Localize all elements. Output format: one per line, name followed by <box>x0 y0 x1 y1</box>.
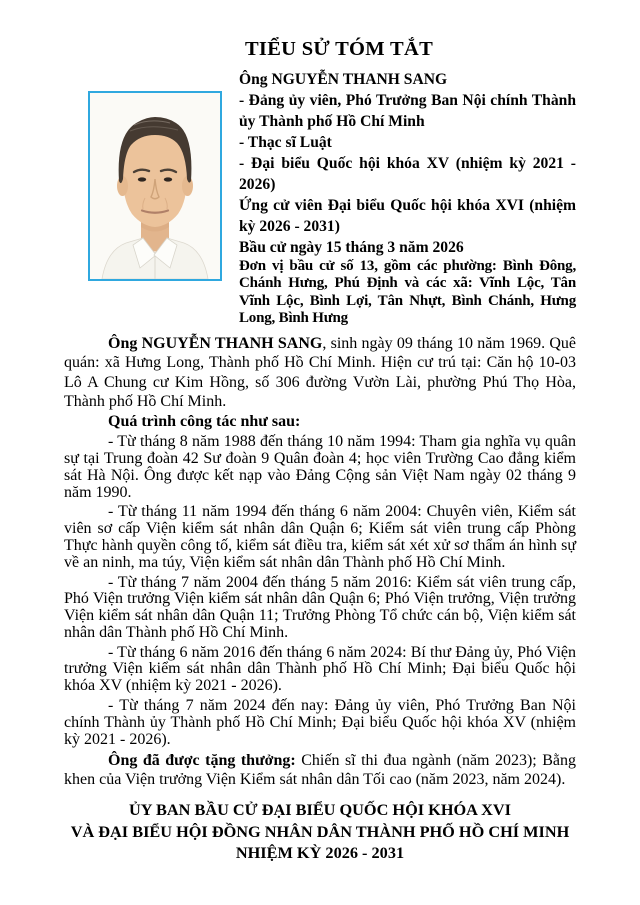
candidate-photo <box>88 91 222 281</box>
intro-name: Ông NGUYỄN THANH SANG <box>108 334 323 352</box>
career-paragraph-1: - Từ tháng 8 năm 1988 đến tháng 10 năm 1994: Tham gia nghĩa vụ quân sự tại Trung đoàn 42 Sư đoàn 9 Quân đoàn 4; học viên Trường Cao đẳng kiểm sát Hà Nội. Ông được kết nạp vào Đảng Cộng sản Việt Nam ngày 02 tháng 9 năm 1990. <box>64 433 576 501</box>
career-paragraph-5: - Từ tháng 7 năm 2024 đến nay: Đảng ủy viên, Phó Trưởng Ban Nội chính Thành ủy Thành phố Hồ Chí Minh; Đại biểu Quốc hội khóa XV (nhiệm kỳ 2021 - 2026). <box>64 697 576 748</box>
candidate-delegate-xvi: Ứng cử viên Đại biểu Quốc hội khóa XVI (nhiệm kỳ 2026 - 2031) <box>239 197 576 235</box>
header-section <box>64 69 576 328</box>
candidate-degree: - Thạc sĩ Luật <box>239 134 332 151</box>
page-title: TIỂU SỬ TÓM TẮT <box>244 38 434 60</box>
awards-paragraph <box>64 751 576 789</box>
career-paragraph-4: - Từ tháng 6 năm 2016 đến tháng 6 năm 2024: Bí thư Đảng ủy, Phó Viện trưởng Viện kiểm sát nhân dân Thành phố Hồ Chí Minh; Đại biểu Quốc hội khóa XV (nhiệm kỳ 2021 - 2026). <box>64 643 576 695</box>
footer-line-3: NHIỆM KỲ 2026 - 2031 <box>235 843 405 863</box>
candidate-summary <box>239 69 576 328</box>
election-unit: Đơn vị bầu cử số 13, gồm các phường: Bình Đông, Chánh Hưng, Phú Định và các xã: Vĩnh Lộc, Tân Vĩnh Lộc, Bình Lợi, Tân Nhựt, Bình Chánh, Hưng Long, Bình Hưng <box>239 258 576 327</box>
election-committee-footer <box>64 799 576 864</box>
portrait-photo-illustration <box>90 93 220 279</box>
career-paragraph-2: - Từ tháng 11 năm 1994 đến tháng 6 năm 2004: Chuyên viên, Kiểm sát viên sơ cấp Viện kiểm sát nhân dân Quận 6; Kiểm sát viên trung cấp Phòng Thực hành quyền công tố, kiểm sát điều tra, kiểm sát xét xử sơ thẩm án hình sự về an ninh, ma túy, Viện kiểm sát nhân dân Thành phố Hồ Chí Minh. <box>64 503 576 571</box>
awards-lead: Ông đã được tặng thưởng: <box>108 752 296 770</box>
career-paragraph-3: - Từ tháng 7 năm 2004 đến tháng 5 năm 2016: Kiểm sát viên trung cấp, Phó Viện trưởng Viện kiểm sát nhân dân Quận 6; Phó Viện trưởng, Viện trưởng Viện kiểm sát nhân dân Quận 11; Trưởng Phòng Tổ chức cán bộ, Viện kiểm sát nhân dân Thành phố Hồ Chí Minh. <box>64 573 576 641</box>
footer-line-2: VÀ ĐẠI BIỂU HỘI ĐỒNG NHÂN DÂN THÀNH PHỐ HỒ CHÍ MINH <box>70 821 570 841</box>
candidate-position: - Đảng ủy viên, Phó Trưởng Ban Nội chính Thành ủy Thành phố Hồ Chí Minh <box>239 92 576 130</box>
career-heading: Quá trình công tác như sau: <box>108 412 301 430</box>
footer-line-1: ỦY BAN BẦU CỬ ĐẠI BIỂU QUỐC HỘI KHÓA XVI <box>129 800 511 820</box>
intro-paragraph <box>64 334 576 412</box>
candidate-delegate-xv: - Đại biểu Quốc hội khóa XV (nhiệm kỳ 2021 - 2026) <box>239 155 576 193</box>
intro-details: , sinh ngày 09 tháng 10 năm 1969. Quê quán: xã Hưng Long, Thành phố Hồ Chí Minh. Hiện cư trú tại: Căn hộ 10-03 Lô A Chung cư Kim Hồng, số 306 đường Vườn Lài, phường Phú Thọ Hòa, Thành phố Hồ Chí Minh. <box>64 334 576 411</box>
awards-details: Chiến sĩ thi đua ngành (năm 2023); Bằng khen của Viện trưởng Viện Kiểm sát nhân dân Tối cao (năm 2023, năm 2024). <box>64 752 577 789</box>
candidate-name: Ông NGUYỄN THANH SANG <box>239 71 448 88</box>
election-date: Bầu cử ngày 15 tháng 3 năm 2026 <box>239 239 464 256</box>
